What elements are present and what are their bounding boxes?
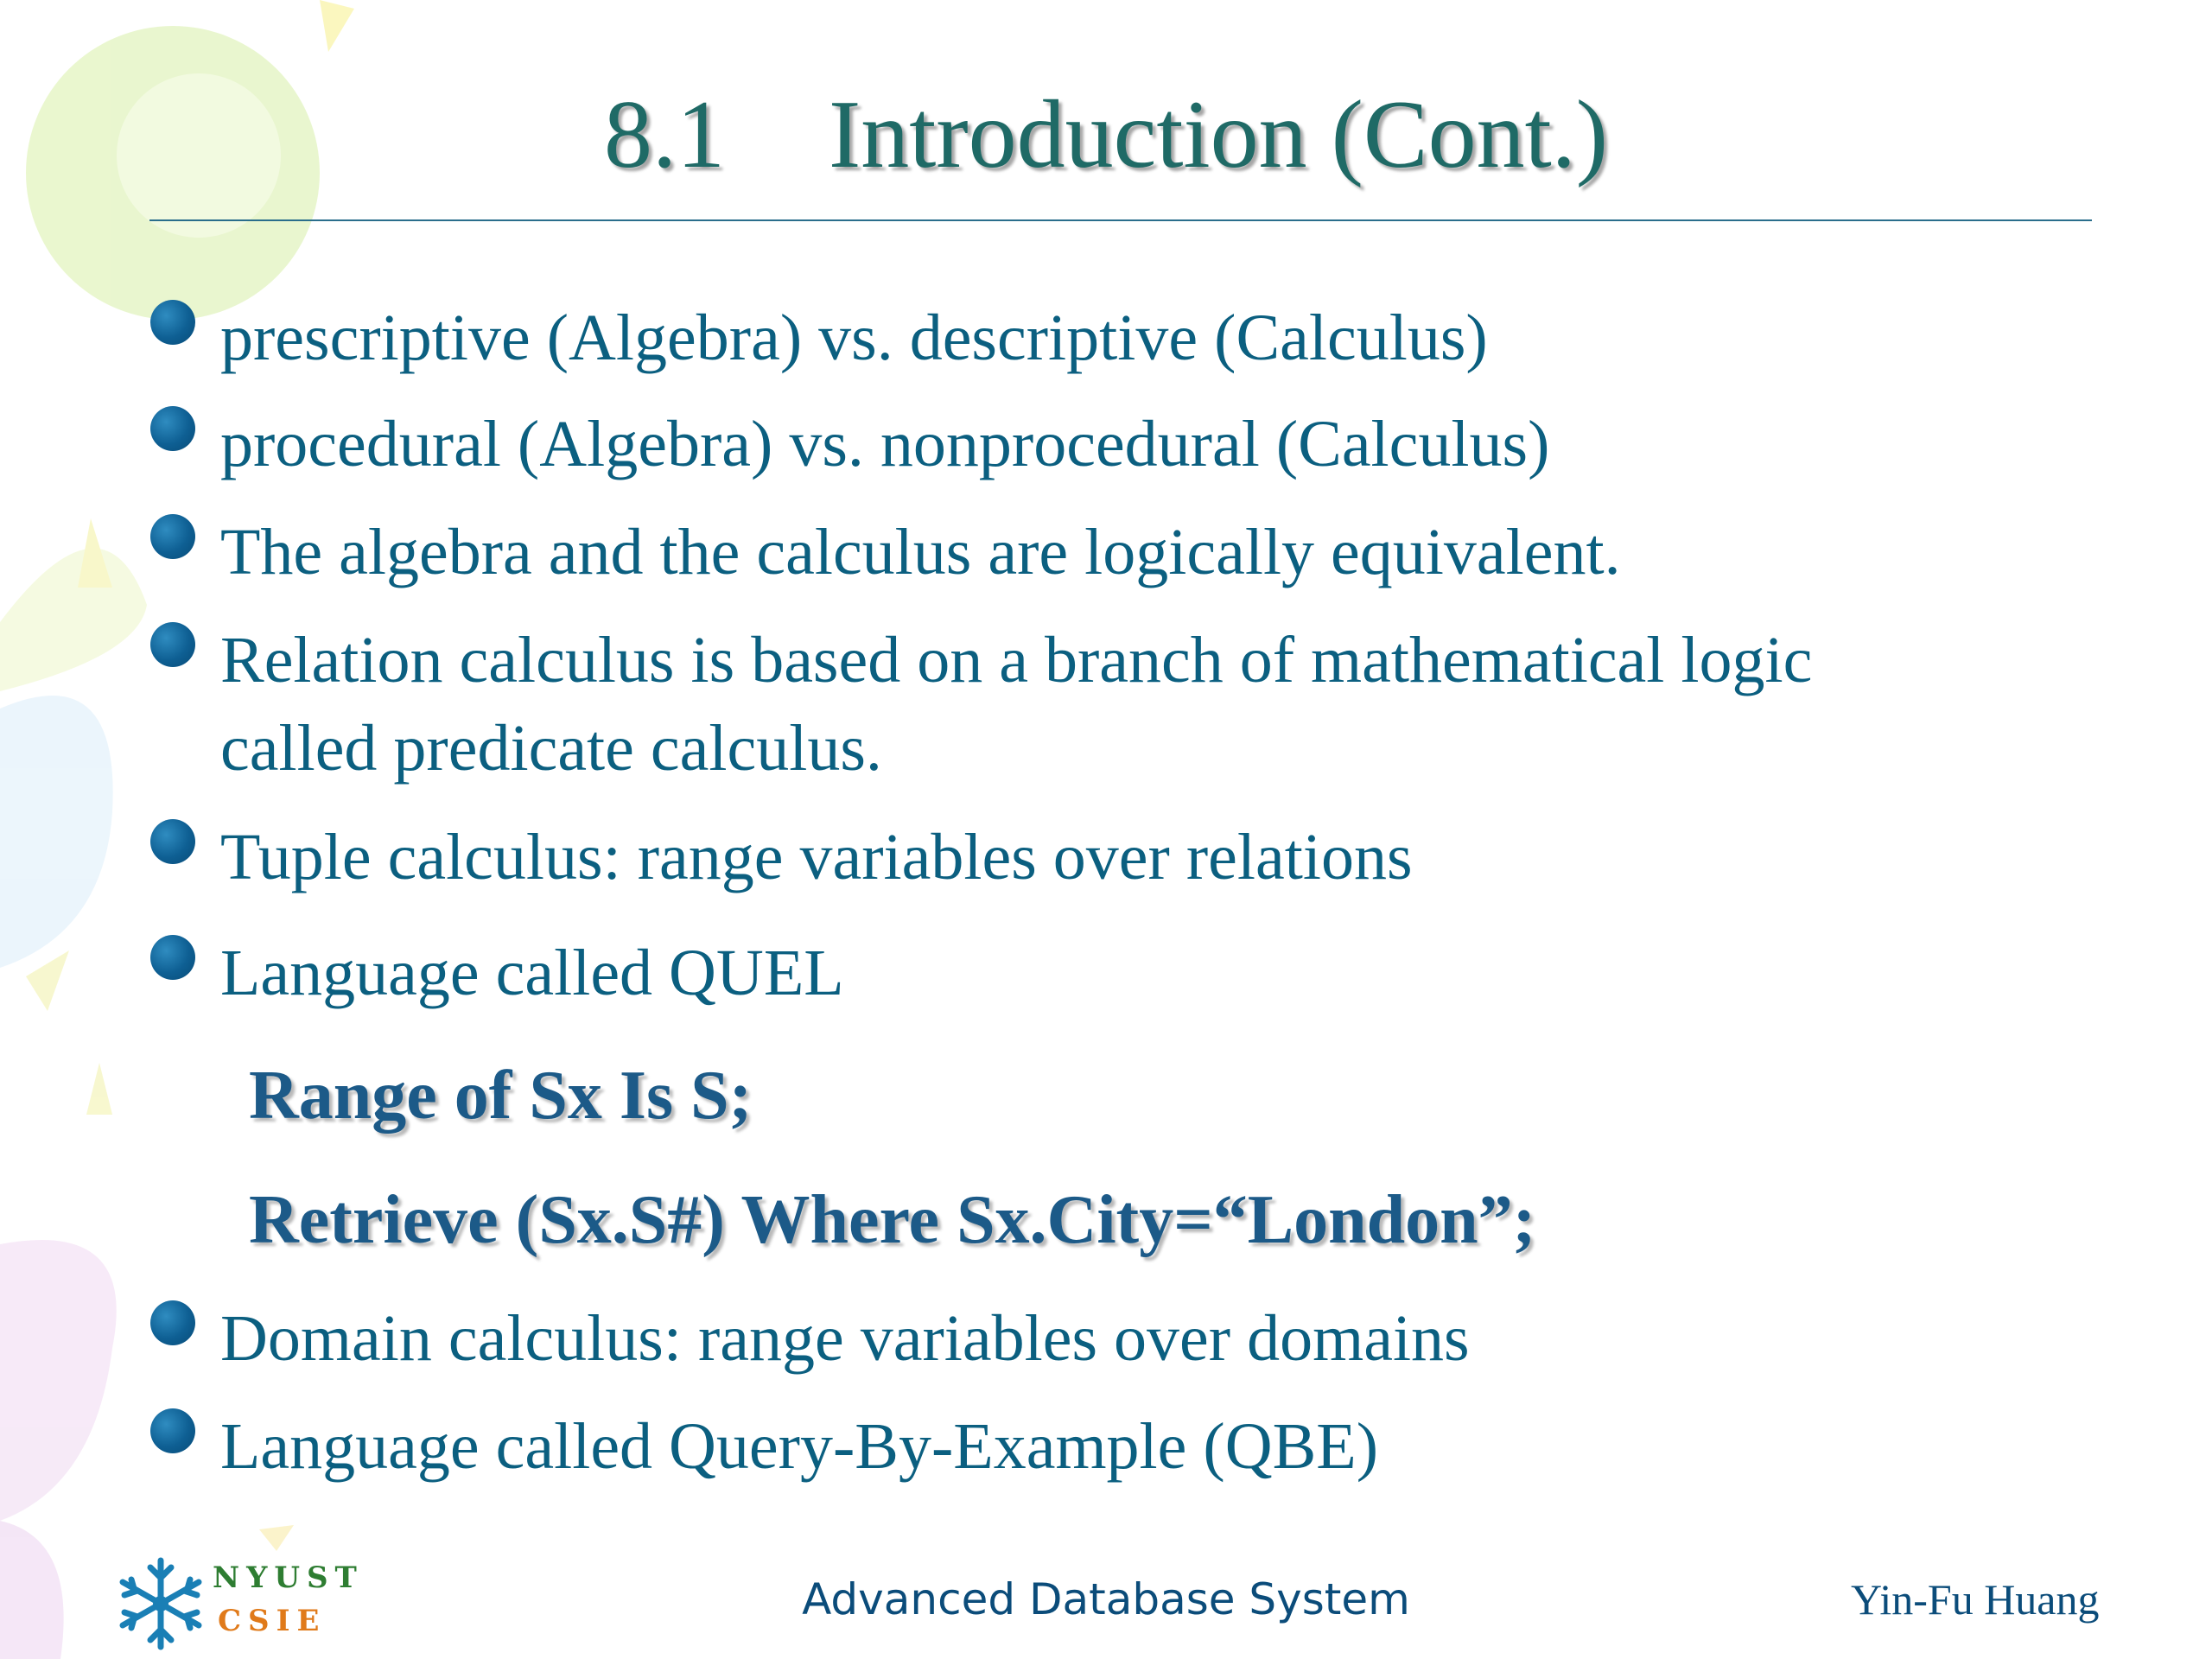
bullet-item: Domain calculus: range variables over domains	[220, 1302, 1470, 1375]
code-line: Retrieve (Sx.S#) Where Sx.City=“London”;	[249, 1182, 1536, 1258]
bullet-icon	[150, 935, 195, 980]
bullet-item: Language called QUEL	[220, 937, 844, 1009]
footer-course-title: Advanced Database System	[802, 1574, 1410, 1624]
bullet-item: procedural (Algebra) vs. nonprocedural (Calculus)	[220, 408, 1550, 480]
title-number: 8.1	[603, 81, 725, 188]
bullet-icon	[150, 514, 195, 559]
bullet-icon	[150, 622, 195, 667]
bullet-item: Tuple calculus: range variables over relations	[220, 821, 1413, 893]
bullet-icon	[150, 819, 195, 864]
bullet-item: The algebra and the calculus are logically equivalent.	[220, 516, 1621, 588]
bullet-item: Relation calculus is based on a branch of mathematical logic	[220, 624, 1813, 696]
bullet-item: prescriptive (Algebra) vs. descriptive (Calculus)	[220, 302, 1488, 374]
bullet-item: Language called Query-By-Example (QBE)	[220, 1410, 1379, 1483]
logo-text-nyust: NYUST	[213, 1560, 364, 1595]
bullet-item-continuation: called predicate calculus.	[220, 712, 882, 785]
bullet-icon	[150, 406, 195, 451]
code-line: Range of Sx Is S;	[249, 1058, 753, 1134]
title-text: Introduction (Cont.)	[828, 81, 1609, 188]
slide-title	[0, 82, 2212, 188]
bullet-icon	[150, 1300, 195, 1345]
title-divider	[149, 219, 2092, 221]
bullet-icon	[150, 1408, 195, 1453]
footer-author: Yin-Fu Huang	[1851, 1575, 2100, 1624]
logo-text-csie: CSIE	[218, 1604, 327, 1638]
bullet-icon	[150, 300, 195, 345]
